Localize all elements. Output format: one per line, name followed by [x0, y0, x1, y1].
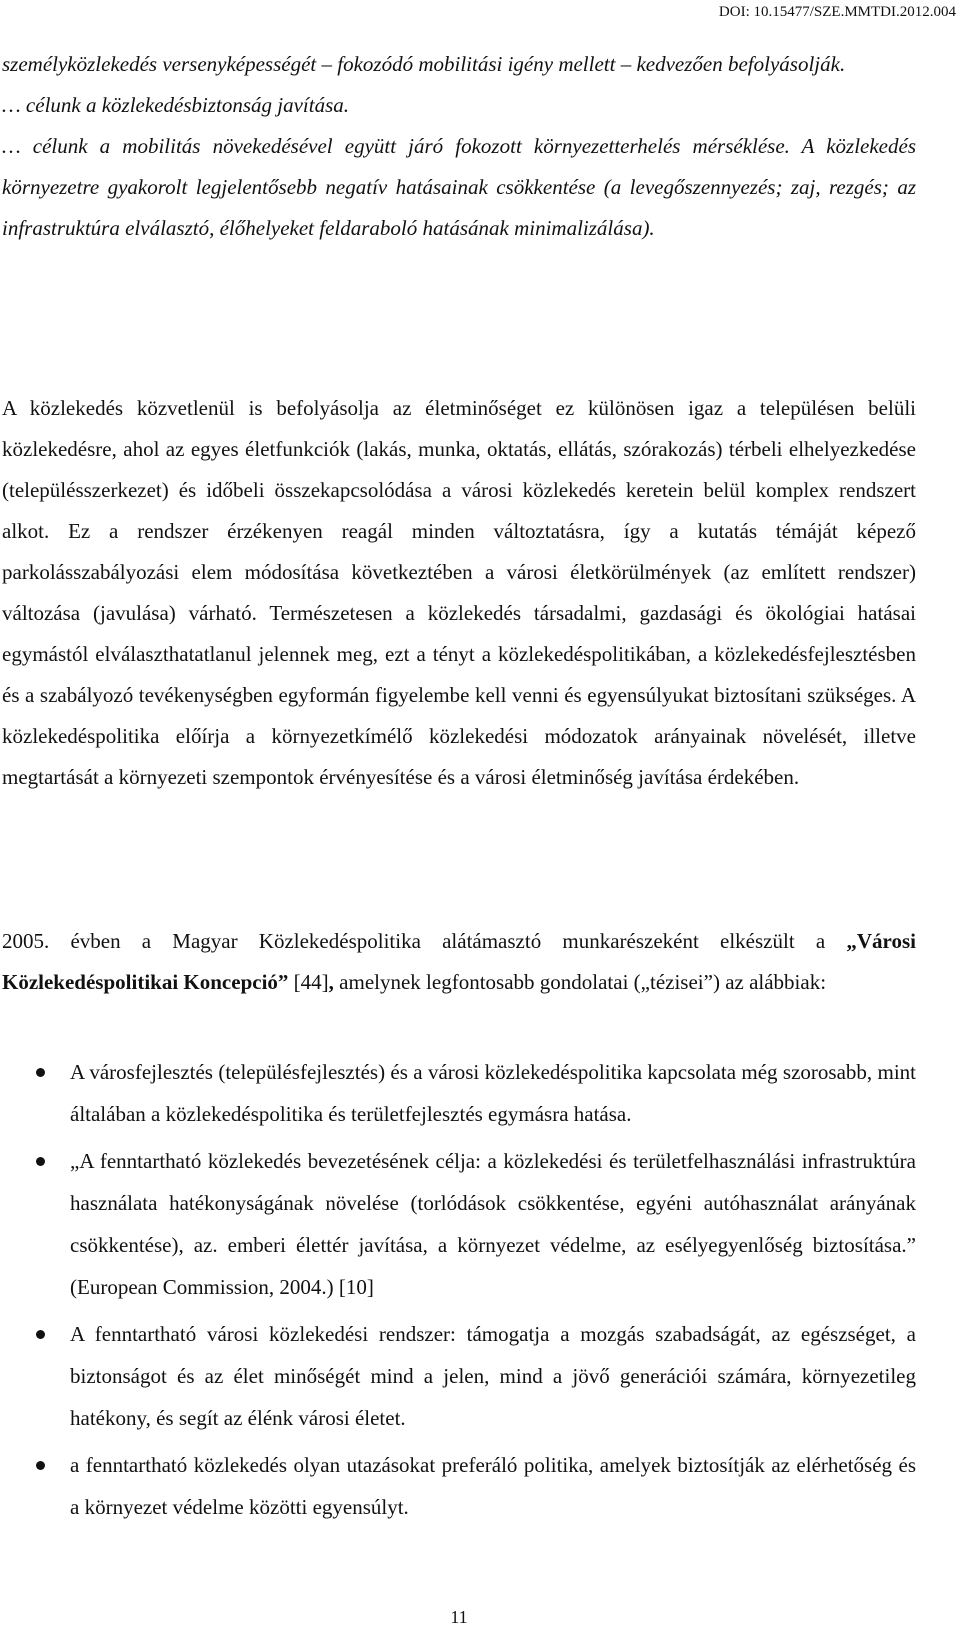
page-number: 11: [450, 1607, 468, 1627]
paragraph-1-text: A közlekedés közvetlenül is befolyásolja az életminőséget ez különösen igaz a településen belüli közlekedésre, ahol az egyes életfunkciók (lakás, munka, oktatás, ellátás, szórakozás) térbeli elhelyezkedése (településszerkezet) és időbeli összekapcsolódása a városi közlekedés keretein belül komplex rendszert alkot. Ez a rendszer érzékenyen reagál minden változtatásra, így a kutatás témáját képező parkolásszabályozási elem módosítása következtében a városi életkörülmények (az említett rendszer) változása (javulása) várható. Természetesen a közlekedés társadalmi, gazdasági és ökológiai hatásai egymástól elválaszthatatlanul jelennek meg, ezt a tényt a közlekedéspolitikában, a közlekedésfejlesztésben és a szabályozó tevékenységben egyformán figyelembe kell venni és egyensúlyukat biztosítani szükséges. A közlekedéspolitika előírja a környezetkímélő közlekedési módozatok arányainak növelését, illetve megtartását a környezeti szempontok érvényesítése és a városi életminőség javítása érdekében.: [2, 396, 916, 789]
list-item: [2, 1140, 916, 1308]
paragraph-2-text: [2, 921, 916, 1003]
paragraph-urban-transport: [2, 388, 916, 798]
list-item: [2, 1313, 916, 1439]
list-item-text: a fenntartható közlekedés olyan utazásokat preferáló politika, amelyek biztosítják az elérhetőség és a környezet védelme közötti egyensúlyt.: [70, 1453, 916, 1519]
paragraph-2-outro: amelynek legfontosabb gondolatai („tézisei”) az alábbiak:: [333, 970, 827, 994]
list-item-text: A városfejlesztés (településfejlesztés) és a városi közlekedéspolitika kapcsolata még szorosabb, mint általában a közlekedéspolitika és területfejlesztés egymásra hatása.: [70, 1060, 916, 1126]
paragraph-2-intro: 2005. évben a Magyar Közlekedéspolitika alátámasztó munkarészeként elkészült a: [2, 929, 847, 953]
list-item-text: „A fenntartható közlekedés bevezetésének célja: a közlekedési és területfelhasználási infrastruktúra használata hatékonyságának növelése (torlódások csökkentése, egyéni autóhasználat arányának csökkentése), az. emberi élettér javítása, a környezet védelme, az esélyegyenlőség biztosítása.” (European Commission, 2004.) [10]: [70, 1149, 916, 1299]
bullet-icon: [36, 1461, 45, 1470]
italic-line-1: személyközlekedés versenyképességét – fokozódó mobilitási igény mellett – kedvezően befolyásolják.: [2, 52, 846, 76]
italic-line-3: … célunk a mobilitás növekedésével együtt járó fokozott környezetterhelés mérséklése. A közlekedés környezetre gyakorolt legjelentősebb negatív hatásainak csökkentése (a levegőszennyezés; zaj, rezgés; az infrastruktúra elválasztó, élőhelyeket feldaraboló hatásának minimalizálása).: [2, 134, 916, 240]
italic-line-2: … célunk a közlekedésbiztonság javítása.: [2, 93, 350, 117]
theses-list: [2, 1051, 916, 1533]
bold-comma: ,: [328, 970, 334, 994]
list-item: [2, 1444, 916, 1528]
bullet-icon: [36, 1157, 45, 1166]
list-item: [2, 1051, 916, 1135]
paragraph-concept: [2, 921, 916, 1003]
italic-quote-block: [2, 44, 916, 249]
list-item-text: A fenntartható városi közlekedési rendszer: támogatja a mozgás szabadságát, az egészséget, a biztonságot és az élet minőségét mind a jelen, mind a jövő generációi számára, környezetileg hatékony, és segít az élénk városi életet.: [70, 1322, 916, 1430]
citation-ref: [44]: [288, 970, 329, 994]
bullet-icon: [36, 1068, 45, 1077]
concept-title: „Városi Közlekedéspolitikai Koncepció”: [2, 929, 916, 994]
bullet-icon: [36, 1330, 45, 1339]
doi-header: DOI: 10.15477/SZE.MMTDI.2012.004: [718, 4, 956, 20]
